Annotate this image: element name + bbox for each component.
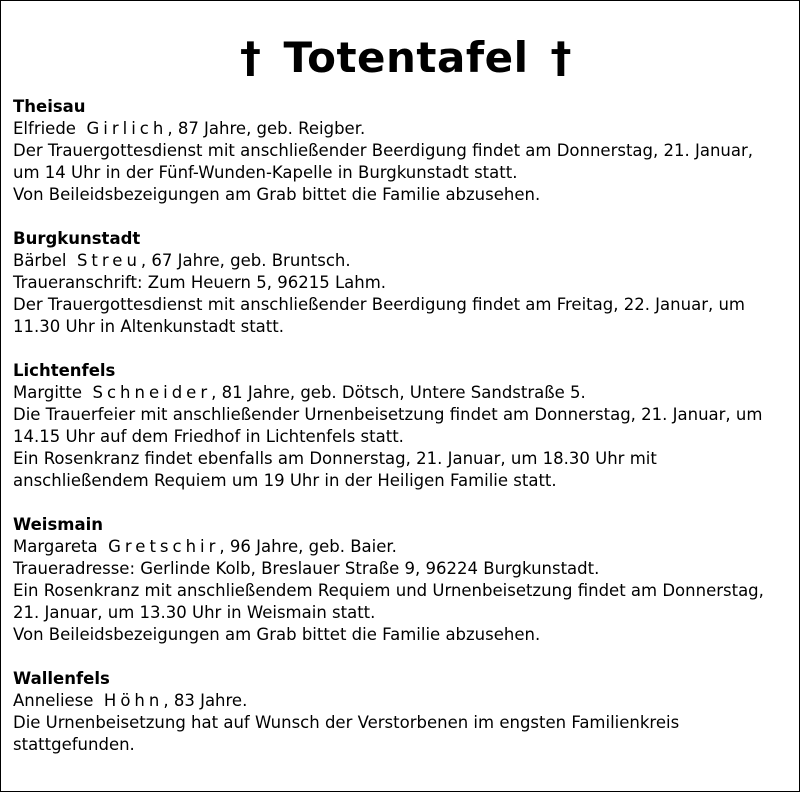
entry-place: Wallenfels: [13, 669, 110, 688]
obituary-entry: [13, 514, 799, 646]
entry-text-line: 14.15 Uhr auf dem Friedhof in Lichtenfels statt.: [13, 427, 404, 446]
obituary-entry: [13, 96, 799, 206]
entry-text-line: Von Beileidsbezeigungen am Grab bittet die Familie abzusehen.: [13, 625, 541, 644]
obituary-entry: [13, 360, 799, 492]
entry-surname: Schneider: [92, 383, 212, 402]
entry-surname: Streu: [76, 251, 141, 270]
entry-name-line: [13, 690, 799, 712]
cross-icon-left: †: [240, 33, 262, 82]
cross-icon-right: †: [550, 33, 572, 82]
obituary-entry: [13, 228, 799, 338]
entry-details: , 67 Jahre, geb. Bruntsch.: [140, 251, 351, 270]
obituary-entry: [13, 668, 799, 756]
entry-name-line: [13, 250, 799, 272]
entry-surname: Girlich: [86, 119, 168, 138]
entry-text-line: Ein Rosenkranz findet ebenfalls am Donnerstag, 21. Januar, um 18.30 Uhr mit: [13, 449, 657, 468]
entry-firstname: Margitte: [13, 383, 82, 402]
entry-place: Weismain: [13, 515, 104, 534]
entry-details: , 96 Jahre, geb. Baier.: [219, 537, 397, 556]
entry-name-line: [13, 118, 799, 140]
entry-text-line: Der Trauergottesdienst mit anschließender Beerdigung findet am Donnerstag, 21. Januar,: [13, 141, 754, 160]
entry-text-line: Von Beileidsbezeigungen am Grab bittet die Familie abzusehen.: [13, 185, 541, 204]
entry-name-line: [13, 536, 799, 558]
entry-details: , 81 Jahre, geb. Dötsch, Untere Sandstraße 5.: [211, 383, 586, 402]
entry-firstname: Bärbel: [13, 251, 67, 270]
entry-details: , 83 Jahre.: [163, 691, 248, 710]
entry-text-line: Der Trauergottesdienst mit anschließender Beerdigung findet am Freitag, 22. Januar, um: [13, 295, 745, 314]
entry-text-line: Ein Rosenkranz mit anschließendem Requiem und Urnenbeisetzung findet am Donnerstag,: [13, 581, 764, 600]
entry-place: Theisau: [13, 97, 86, 116]
entry-firstname: Margareta: [13, 537, 98, 556]
entry-text-line: anschließendem Requiem um 19 Uhr in der Heiligen Familie statt.: [13, 471, 557, 490]
entry-text-line: Traueradresse: Gerlinde Kolb, Breslauer Straße 9, 96224 Burgkunstadt.: [13, 559, 600, 578]
entry-details: , 87 Jahre, geb. Reigber.: [167, 119, 366, 138]
entry-surname: Höhn: [103, 691, 164, 710]
entry-text-line: 21. Januar, um 13.30 Uhr in Weismain statt.: [13, 603, 376, 622]
entry-place: Burgkunstadt: [13, 229, 141, 248]
entry-name-line: [13, 382, 799, 404]
obituary-list: [13, 96, 799, 756]
entry-firstname: Elfriede: [13, 119, 76, 138]
entry-place: Lichtenfels: [13, 361, 116, 380]
entry-text-line: Die Trauerfeier mit anschließender Urnenbeisetzung findet am Donnerstag, 21. Januar, um: [13, 405, 763, 424]
entry-surname: Gretschir: [108, 537, 220, 556]
page-title: [13, 1, 799, 88]
entry-text-line: 11.30 Uhr in Altenkunstadt statt.: [13, 317, 284, 336]
entry-text-line: stattgefunden.: [13, 735, 135, 754]
entry-text-line: Traueranschrift: Zum Heuern 5, 96215 Lahm.: [13, 273, 387, 292]
entry-firstname: Anneliese: [13, 691, 94, 710]
entry-text-line: um 14 Uhr in der Fünf-Wunden-Kapelle in Burgkunstadt statt.: [13, 163, 518, 182]
title-text: Totentafel: [283, 33, 529, 82]
entry-text-line: Die Urnenbeisetzung hat auf Wunsch der Verstorbenen im engsten Familienkreis: [13, 713, 680, 732]
